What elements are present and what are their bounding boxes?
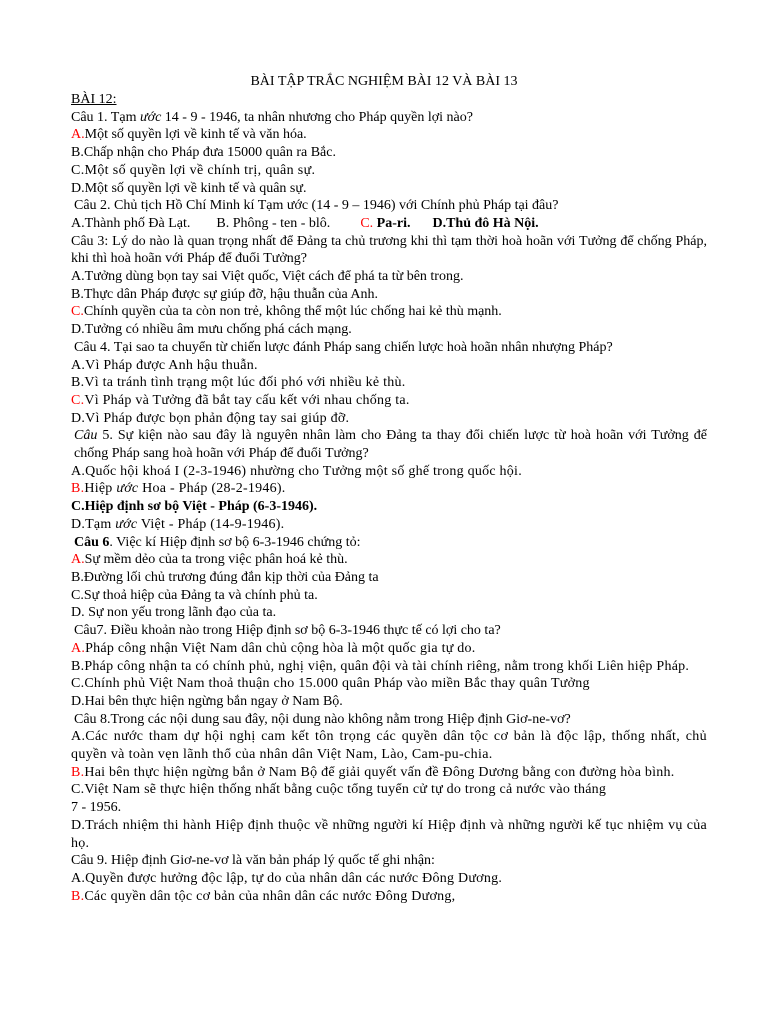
q1-option-d: D.Một số quyền lợi về kinh tế và quân sự. [71,180,307,196]
q2-option-a: A.Thành phố Đà Lạt. [71,215,191,231]
q8-option-b: B.Hai bên thực hiện ngừng bắn ở Nam Bộ để giải quyết vấn đề Đông Dương bằng con đường hòa bình. [71,764,675,780]
q1-option-b: B.Chấp nhận cho Pháp đưa 15000 quân ra Bắc. [71,145,336,161]
question-2: Câu 2. Chủ tịch Hồ Chí Minh kí Tạm ước (14 - 9 – 1946) với Chính phủ Pháp tại đâu? [74,198,559,214]
answer-marker: B. [71,764,85,780]
q7-option-b: B.Pháp công nhận ta có chính phủ, nghị viện, quân đội và tài chính riêng, nằm trong khối Liên hiệp Pháp. [71,658,690,674]
answer-marker: C. [71,304,84,320]
q3-option-b: B.Thực dân Pháp được sự giúp đỡ, hậu thuẫn của Anh. [71,286,379,302]
q8-option-c-line2: 7 - 1956. [71,800,122,816]
document-body [71,91,707,905]
q7-option-d: D.Hai bên thực hiện ngừng bắn ngay ở Nam Bộ. [71,693,343,709]
answer-marker: C. [71,392,85,408]
question-8: Câu 8.Trong các nội dung sau đây, nội dung nào không nằm trong Hiệp định Giơ-ne-vơ? [74,711,571,727]
q5-option-a: A.Quốc hội khoá I (2-3-1946) nhường cho Tưởng một số ghế trong quốc hội. [71,463,522,479]
q6-option-c: C.Sự thoả hiệp của Đảng ta và chính phủ ta. [71,587,318,603]
question-4: Câu 4. Tại sao ta chuyển từ chiến lược đánh Pháp sang chiến lược hoà hoãn nhân nhượng Pháp? [74,339,613,355]
q2-option-d: D.Thủ đô Hà Nội. [432,215,539,231]
question-5: Câu 5. Sự kiện nào sau đây là nguyên nhân làm cho Đảng ta thay đổi chiến lược từ hoà hoãn với Tưởng để chống Pháp sang hoà hoãn với Pháp để đuổi Tưởng? [74,428,707,462]
q9-option-a: A.Quyền được hưởng độc lập, tự do của nhân dân các nước Đông Dương. [71,870,503,886]
q6-option-d: D. Sự non yếu trong lãnh đạo của ta. [71,605,277,621]
q5-option-b: B.Hiệp ước Hoa - Pháp (28-2-1946). [71,481,286,497]
q2-option-b: B. Phông - ten - blô. [216,215,331,231]
question-9: Câu 9. Hiệp định Giơ-ne-vơ là văn bản pháp lý quốc tế ghi nhận: [71,853,435,869]
answer-marker: A. [71,552,85,568]
question-3: Câu 3: Lý do nào là quan trọng nhất để Đảng ta chủ trương khi thì tạm thời hoà hoãn với Tưởng để chống Pháp, khi thì hoà hoãn với Pháp để đuổi Tưởng? [71,233,707,267]
question-7: Câu7. Điều khoản nào trong Hiệp định sơ bộ 6-3-1946 thực tế có lợi cho ta? [74,623,501,639]
q8-option-d: D.Trách nhiệm thi hành Hiệp định thuộc về những người kí Hiệp định và những người kế tục nhiệm vụ của họ. [71,817,707,851]
answer-marker: A. [71,127,85,143]
question-6: Câu 6. Việc kí Hiệp định sơ bộ 6-3-1946 chứng tỏ: [74,534,361,550]
q6-option-a: A.Sự mềm dẻo của ta trong việc phân hoá kẻ thù. [71,552,348,568]
q7-option-a: A.Pháp công nhận Việt Nam dân chủ cộng hòa là một quốc gia tự do. [71,640,476,656]
section-heading: BÀI 12: [71,92,117,107]
q4-option-a: A.Vì Pháp được Anh hậu thuẫn. [71,357,258,373]
q3-option-d: D.Tưởng có nhiều âm mưu chống phá cách mạng. [71,322,352,338]
q8-option-c-line1: C.Việt Nam sẽ thực hiện thống nhất bằng cuộc tổng tuyển cử tự do trong cả nước vào tháng [71,782,607,798]
answer-marker: B. [71,481,85,497]
q1-option-a: A.Một số quyền lợi về kinh tế và văn hóa. [71,127,307,143]
q3-option-a: A.Tưởng dùng bọn tay sai Việt quốc, Việt cách để phá ta từ bên trong. [71,269,464,285]
q9-option-b: B.Các quyền dân tộc cơ bản của nhân dân các nước Đông Dương, [71,888,456,904]
q6-option-b: B.Đường lối chủ trương đúng đắn kịp thời của Đảng ta [71,569,379,585]
q7-option-c: C.Chính phủ Việt Nam thoả thuận cho 15.000 quân Pháp vào miền Bắc thay quân Tưởng [71,676,590,692]
q4-option-d: D.Vì Pháp được bọn phản động tay sai giúp đỡ. [71,410,350,426]
q5-option-c: C.Hiệp định sơ bộ Việt - Pháp (6-3-1946). [71,499,318,515]
question-1: Câu 1. Tạm ước 14 - 9 - 1946, ta nhân nhương cho Pháp quyền lợi nào? [71,109,473,125]
q5-option-d: D.Tạm ước Việt - Pháp (14-9-1946). [71,516,285,532]
q4-option-b: B.Vì ta tránh tình trạng một lúc đối phó với nhiều kẻ thù. [71,375,406,391]
q2-options [71,215,707,233]
answer-marker: A. [71,640,86,656]
q8-option-a: A.Các nước tham dự hội nghị cam kết tôn trọng các quyền dân tộc cơ bản là độc lập, thống nhất, chủ quyền và toàn vẹn lãnh thổ của nhân dân Việt Nam, Lào, Cam-pu-chia. [71,729,707,763]
q3-option-c: C.Chính quyền của ta còn non trẻ, không thể một lúc chống hai kẻ thù mạnh. [71,304,502,320]
q1-option-c: C.Một số quyền lợi về chính trị, quân sự. [71,162,316,178]
document-title: BÀI TẬP TRẮC NGHIỆM BÀI 12 VÀ BÀI 13 [250,74,518,89]
answer-marker: B. [71,888,85,904]
q4-option-c: C.Vì Pháp và Tưởng đã bắt tay cấu kết với nhau chống ta. [71,392,410,408]
q2-option-c: Pa-ri. [376,215,411,231]
answer-marker: C. [360,215,374,231]
